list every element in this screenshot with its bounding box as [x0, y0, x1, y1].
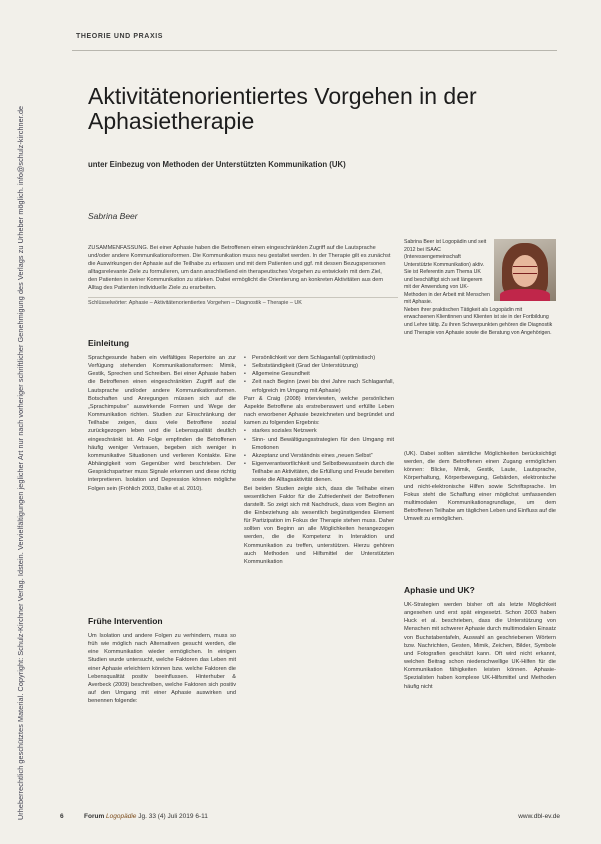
article-subtitle: unter Einbezug von Methoden der Unterstützten Kommunikation (UK)	[88, 160, 346, 169]
list-item: ▪ Sinn- und Bewältigungsstrategien für den Umgang mit Emotionen	[244, 436, 394, 452]
column-2-text	[244, 354, 394, 799]
keywords: Schlüsselwörter: Aphasie – Aktivitätenorientiertes Vorgehen – Diagnostik – Therapie – UK	[88, 297, 398, 307]
heading-aphasie-und-uk: Aphasie und UK?	[404, 585, 475, 595]
article-author: Sabrina Beer	[88, 211, 138, 221]
heading-einleitung: Einleitung	[88, 338, 130, 348]
mid-paragraph: Parr & Craig (2008) interviewten, welche persönlichen Aspekte Betroffene als erstrebenswert und erfüllte Leben nach erworbener Aphasie bezeichneten und begründet und kamen zu folgenden Ergebnis:	[244, 395, 394, 427]
column-1-text	[88, 354, 236, 584]
page-footer	[60, 813, 560, 827]
fruehe-paragraph: Um Isolation und andere Folgen zu verhindern, muss so früh wie möglich nach Alternativen gesucht werden, die eine Kommunikation wieder ermöglichen. In einigen Studien wurde untersucht, welche Faktoren das Leben mit einer Aphasie erleichtern können bzw. welche Faktoren die Lebensqualität positiv beeinflussen. Hinterhuber & Averbeck (2009) beschreiben, welche Faktoren sich positiv auf den Umgang mit einer Aphasie auswirken und benennen folgende:	[88, 633, 236, 705]
magazine-info	[84, 813, 208, 820]
author-bio-more: Neben ihrer praktischen Tätigkeit als Logopädin mit erwachsenen Klientinnen und Klienten ist sie in der Fortbildung und Lehre tätig. Zu ihren Schwerpunkten gehören die Diagnostik und Therapie von Aphasie sowie die Beratung von Angehörigen.	[404, 306, 553, 336]
list-item: ▪ Selbstständigkeit (Grad der Unterstützung)	[244, 362, 394, 370]
factor-list-1	[244, 354, 394, 395]
list-item: ▪ Eigenverantwortlichkeit und Selbstbewusstsein durch die Teilhabe an Aktivitäten, die Erfüllung und Freude bereiten sowie die Alltagsaktivität dienen.	[244, 460, 394, 484]
column-3-text-b	[404, 601, 556, 799]
mid-paragraph-2: Bei beiden Studien zeigte sich, dass die Teilhabe einen wesentlichen Faktor für die Zufriedenheit der Betroffenen darstellt. So zeigt sich mit Nachdruck, dass vom Beginn an die Einbeziehung als wesentlich begünstigendes Element für Partizipation im Fokus der Therapie stehen muss. Daher sollten von Beginn an alle Möglichkeiten herangezogen werden, die die Kompetenz in Interaktion und Kommunikation zu treffen, unterstützen. Hierzu gehören auch Methoden und Hilfsmittel der Unterstützten Kommunikation	[244, 485, 394, 565]
author-bio	[404, 239, 554, 337]
einleitung-paragraph: Sprachgesunde haben ein vielfältiges Repertoire an zur Verfügung stehenden Kommunikationsformen: Mimik, Gestik, Sprechen und Schreiben. Bei einer Aphasie haben die Betroffenen einen eingeschränkten Zugriff auf die Lautsprache und/oder andere Kommunikationsformen. Botschaften und Anregungen müssen sich auf die „Sprachimpulse“ auswirkende Formen und Wege der Kommunikation richten. Studien zur Einschränkung der Teilhabe zeigen, dass viele Betroffene sozial zurückgezogen leben und die Lebensqualität deutlich eingeschränkt ist. Ab Folge empfinden die Betroffenen häufig weniger Vertrauen, begeben sich weniger in kommunikative Situationen und verlieren Kontakte. Eine Abhängigkeit vom Gegenüber wird beschrieben. Der Gesprächspartner muss Signale erkennen und diese richtig interpretieren. Isolation und Depression können mögliche Folgen sein (Fröhlich 2003, Dalke et al. 2010).	[88, 355, 236, 492]
factor-list-2	[244, 427, 394, 484]
list-item: ▪ Allgemeine Gesundheit	[244, 370, 394, 378]
heading-fruehe-intervention: Frühe Intervention	[88, 616, 163, 626]
website-url: www.dbl-ev.de	[518, 813, 560, 820]
section-kicker: THEORIE UND PRAXIS	[76, 33, 164, 40]
magazine-name: Logopädie	[106, 813, 137, 820]
list-item: ▪ Zeit nach Beginn (zwei bis drei Jahre nach Schlaganfall, erfolgreich im Umgang mit Aphasie)	[244, 378, 394, 394]
aphasie-paragraph: UK-Strategien werden bisher oft als letzte Möglichkeit angesehen und erst spät eingesetzt. Schon 2003 haben Huck et al. beschrieben, dass die Unterstützung von Menschen mit schwerer Aphasie durch multimodalen Einsatz von Buchstabentafeln, Auswahl an geschriebenen Wörtern bzw. Nachrichten, Gesten, Mimik, Zeichen, Bilder, Symbole und Fotografien geschätzt kann. Oft wird nicht erkannt, welchen Beitrag schon niederschwellige UK-Hilfen für die Kommunikation fähigkeiten leisten können. Aphasie-Spezialisten haben komplexe UK-Hilfsmittel und Methoden häufig nicht	[404, 602, 556, 690]
abstract: ZUSAMMENFASSUNG. Bei einer Aphasie haben die Betroffenen einen eingeschränkten Zugriff auf die Lautsprache und/oder andere Kommunikationsformen. Die Kommunikation muss neu gestaltet werden. In der Therapie gilt es zunächst die Auswirkungen der Aphasie auf die Teilhabe zu erfassen und mit dem Patienten und ggf. mit dessen Bezugspersonen alltagsrelevante Ziele zu formulieren, um dann anschließend ein therapeutisches Vorgehen zu entwickeln mit dem Ziel, den Patienten in seiner Kommunikation zu stärken. Dabei ermöglicht die Orientierung an konkreten Aktivitäten aus dem Alltag des Patienten individuelle Ziele zu erarbeiten.	[88, 245, 391, 292]
article-title: Aktivitätenorientiertes Vorgehen in der Aphasietherapie	[88, 83, 477, 134]
author-bio-intro: Sabrina Beer ist Logopädin und seit 2012 bei ISAAC (Interessengemeinschaft Unterstützte Kommunikation) aktiv. Sie ist Referentin zum Thema UK und beschäftigt sich seit längerem mit der Anwendung von UK-Methoden in der Arbeit mit Menschen mit Aphasie.	[404, 239, 490, 306]
list-item: ▪ Persönlichkeit vor dem Schlaganfall (optimistisch)	[244, 354, 394, 362]
right-paragraph: (UK). Dabei sollten sämtliche Möglichkeiten berücksichtigt werden, die dem Betroffenen einen Zugang ermöglichen können: Blicke, Mimik, Gestik, Laute, Lautsprache, Körperhaltung, Körperbewegung, Gebärden, elektronische und nicht-elektronische Hilfen sowie Schriftsprache. Im Fokus steht die Schaffung einer möglichst umfassenden multimodalen Kommunikationsgrundlage, um dem Betroffenen Teilhabe am täglichen Leben und Einfluss auf die Umwelt zu ermöglichen.	[404, 451, 556, 523]
list-item: ▪ Akzeptanz und Verständnis eines „neuen Selbst“	[244, 452, 394, 460]
page-number: 6	[60, 813, 64, 820]
copyright-notice: Urheberrechtlich geschütztes Material. Copyright: Schulz-Kirchner Verlag. Idstein. Vervielfältigungen jeglicher Art nur nach vorheriger schriftlicher Genehmigung des Verlags zu Urheber möglich. info@schulz-kirchner.de	[16, 105, 25, 820]
column-3-text	[404, 450, 556, 568]
column-1-text-b	[88, 632, 236, 760]
issue-info: Jg. 33 (4) Juli 2019 6-11	[138, 813, 208, 820]
magazine-prefix: Forum	[84, 813, 105, 820]
list-item: ▪ starkes soziales Netzwerk	[244, 427, 394, 435]
copyright-sidebar	[2, 40, 26, 830]
